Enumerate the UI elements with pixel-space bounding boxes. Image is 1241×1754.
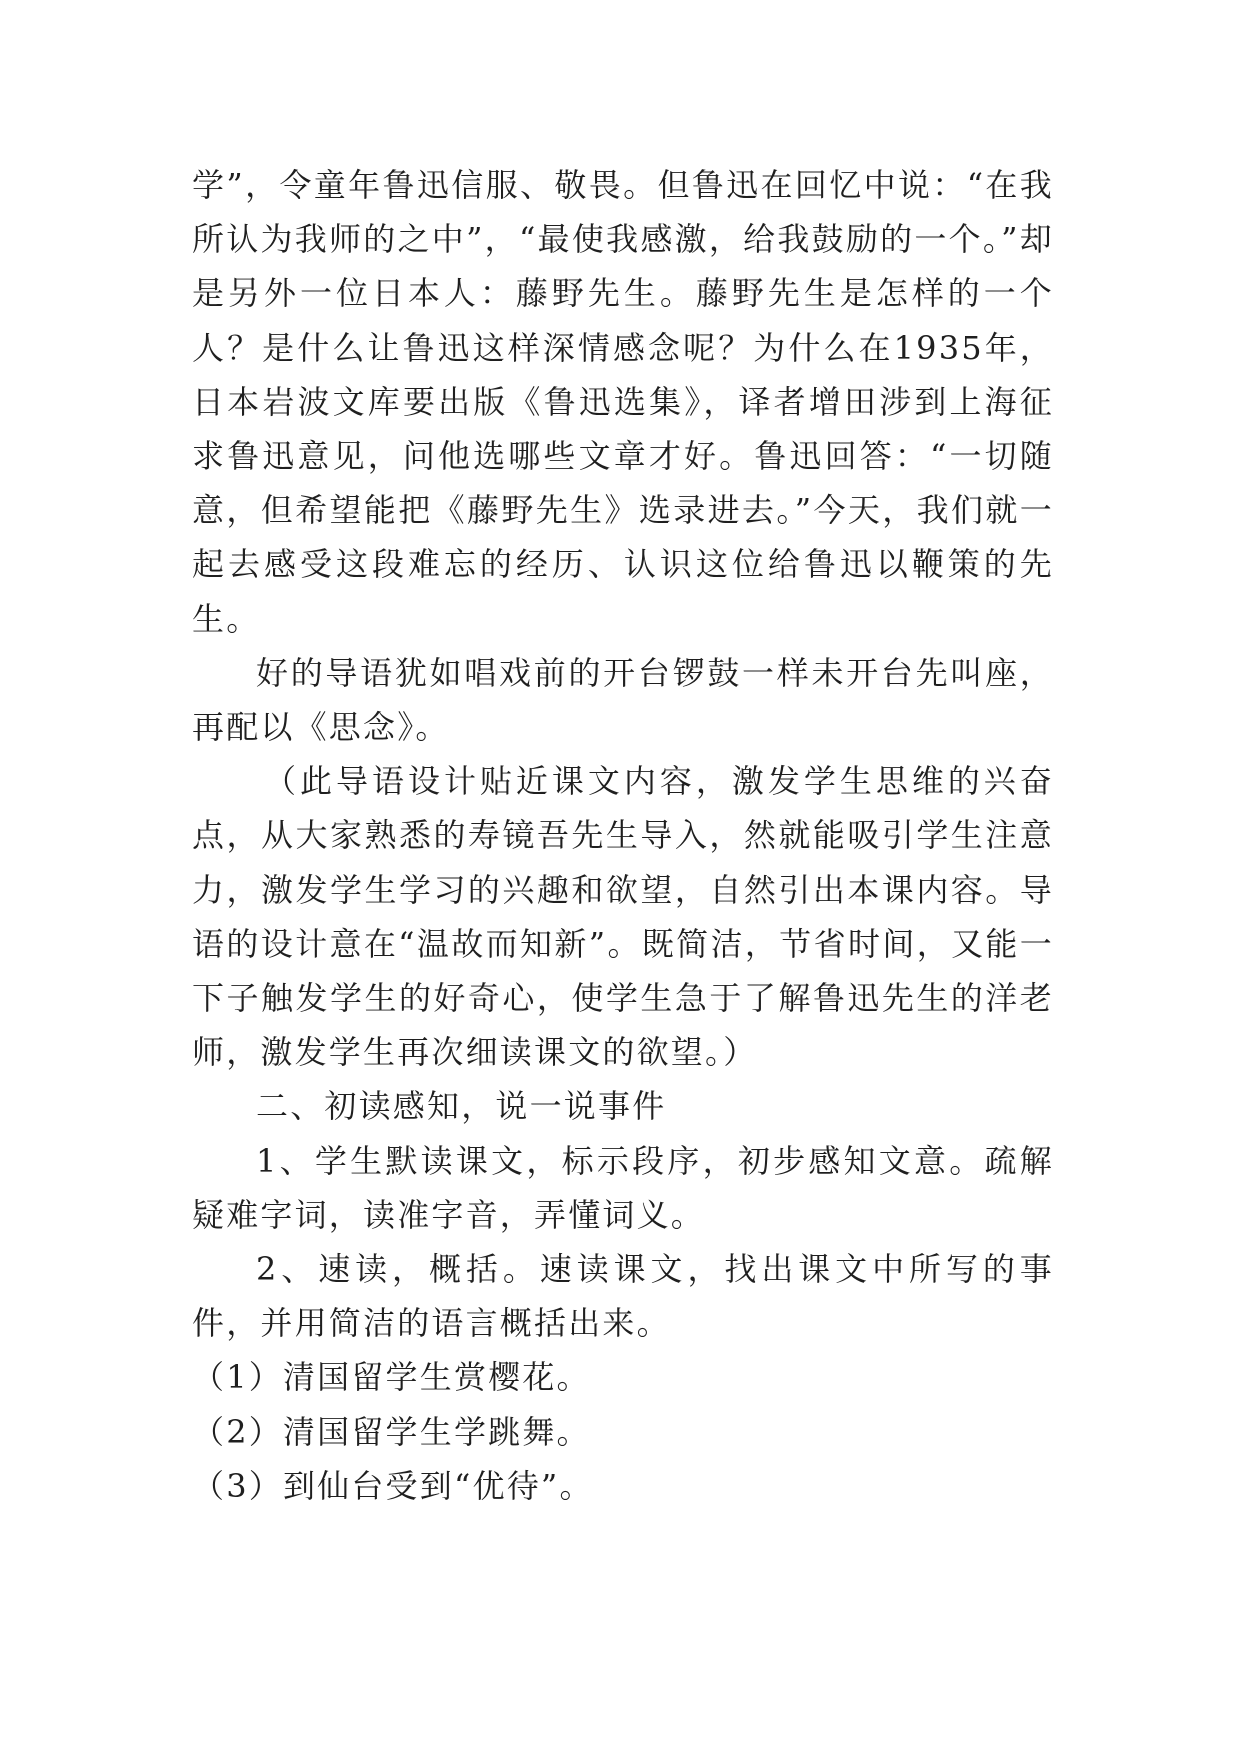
paragraph-design-note: （此导语设计贴近课文内容，激发学生思维的兴奋点，从大家熟悉的寿镜吾先生导入，然就能吸引学生注意力，激发学生学习的兴趣和欲望，自然引出本课内容。导语的设计意在“温故而知新”。既简洁，节省时间，又能一下子触发学生的好奇心，使学生急于了解鲁迅先生的洋老师，激发学生再次细读课文的欲望。） <box>192 762 1054 1072</box>
document-body <box>192 158 1054 1513</box>
step-1: 1、学生默读课文，标示段序，初步感知文意。疏解疑难字词，读准字音，弄懂词义。 <box>192 1141 1054 1234</box>
event-item-2: （2）清国留学生学跳舞。 <box>192 1412 591 1451</box>
event-item-1: （1）清国留学生赏樱花。 <box>192 1358 591 1397</box>
step-2: 2、速读，概括。速读课文，找出课文中所写的事件，并用简洁的语言概括出来。 <box>192 1250 1054 1343</box>
section-heading: 二、初读感知，说一说事件 <box>256 1087 667 1126</box>
event-item-3: （3）到仙台受到“优待”。 <box>192 1466 594 1505</box>
paragraph-intro-quote: 学”，令童年鲁迅信服、敬畏。但鲁迅在回忆中说：“在我所认为我师的之中”，“最使我感激，给我鼓励的一个。”却是另外一位日本人：藤野先生。藤野先生是怎样的一个人？是什么让鲁迅这样深情感念呢？为什么在1935年，日本岩波文库要出版《鲁迅选集》，译者增田涉到上海征求鲁迅意见，问他选哪些文章才好。鲁迅回答：“一切随意，但希望能把《藤野先生》选录进去。”今天，我们就一起去感受这段难忘的经历、认识这位给鲁迅以鞭策的先生。 <box>192 166 1054 638</box>
paragraph-lead-in: 好的导语犹如唱戏前的开台锣鼓一样未开台先叫座，再配以《思念》。 <box>192 653 1054 747</box>
